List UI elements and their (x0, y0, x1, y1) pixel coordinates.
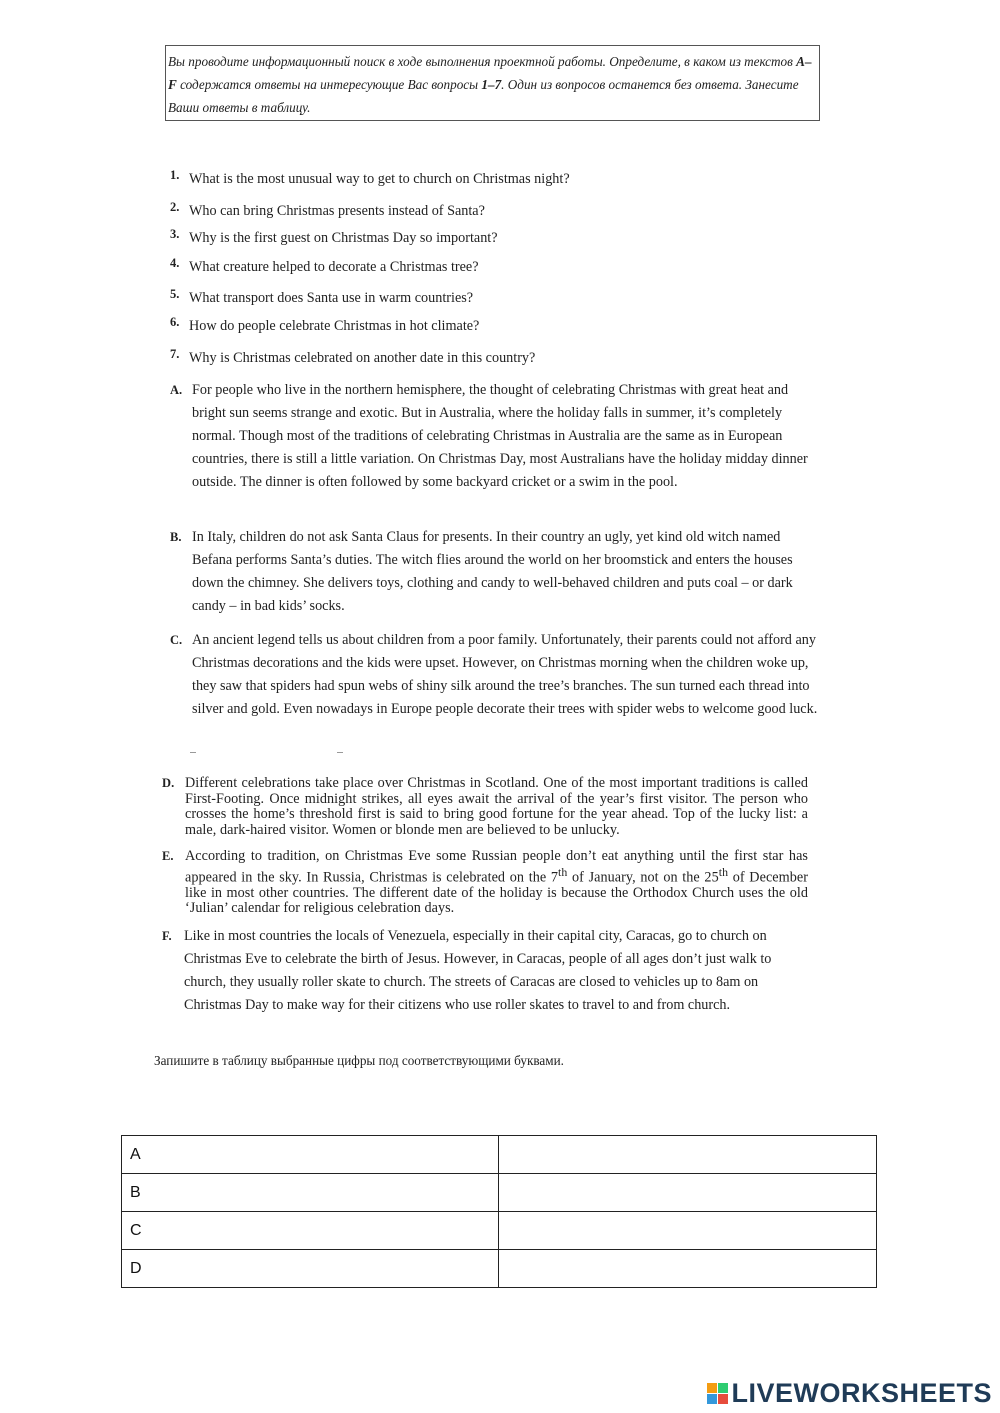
question-text: How do people celebrate Christmas in hot climate? (189, 318, 480, 334)
text-body: An ancient legend tells us about children from a poor family. Unfortunately, their parents could not afford any Christmas decorations and the kids were upset. However, on Christmas morning when the children woke up, they saw that spiders had spun webs of shiny silk around the tree’s branches. The sun turned each thread into silver and gold. Even nowadays in Europe people decorate their trees with spider webs to welcome good luck. (192, 632, 818, 717)
text-c (170, 629, 825, 747)
logo-square (707, 1383, 717, 1393)
logo-square (718, 1394, 728, 1404)
row-label: D (122, 1250, 499, 1288)
row-label: C (122, 1212, 499, 1250)
answer-cell[interactable] (499, 1174, 877, 1212)
question-number: 5. (170, 287, 180, 301)
text-letter: A. (170, 383, 183, 397)
question-text: What is the most unusual way to get to church on Christmas night? (189, 171, 570, 187)
table-row (122, 1136, 877, 1174)
question-2 (170, 200, 485, 220)
answer-table (121, 1135, 877, 1288)
question-number: 6. (170, 315, 180, 329)
instructions-part-1: Вы проводите информационный поиск в ходе выполнения проектной работы. Определите, в каком из текстов (168, 54, 797, 69)
superscript: th (558, 864, 568, 879)
question-5 (170, 287, 473, 307)
question-number: 4. (170, 256, 180, 270)
answer-cell[interactable] (499, 1212, 877, 1250)
question-number: 3. (170, 227, 180, 241)
text-letter: C. (170, 633, 183, 647)
instructions-letter-range: A–F (168, 54, 812, 92)
question-6 (170, 315, 479, 335)
question-number: 2. (170, 200, 180, 214)
table-row (122, 1250, 877, 1288)
text-body: For people who live in the northern hemisphere, the thought of celebrating Christmas with great heat and bright sun seems strange and exotic. But in Australia, where the holiday falls in summer, it’s completely normal. Though most of the traditions of celebrating Christmas in Australia are the same as in European countries, there is still a little variation. On Christmas Day, most Australians have the holiday midday dinner outside. The dinner is often followed by some backyard cricket or a swim in the pool. (192, 382, 808, 490)
question-text: Who can bring Christmas presents instead of Santa? (189, 203, 485, 219)
table-row (122, 1174, 877, 1212)
text-letter: F. (162, 929, 172, 943)
question-text: What creature helped to decorate a Christmas tree? (189, 259, 479, 275)
text-body-part: According to tradition, on Christmas Eve some Russian people don’t eat anything until the first star has appeared in the sky. In Russia, Christmas is celebrated on the 7 (185, 848, 808, 886)
text-letter: E. (162, 849, 174, 863)
question-1 (170, 168, 570, 188)
question-3 (170, 227, 498, 247)
scan-mark (337, 752, 343, 753)
question-number: 7. (170, 347, 180, 361)
logo-squares-icon (707, 1383, 728, 1404)
scan-mark (190, 752, 196, 753)
text-body: In Italy, children do not ask Santa Claus for presents. In their country an ugly, yet kind old witch named Befana performs Santa’s duties. The witch flies around the world on her broomstick and enters the houses down the chimney. She delivers toys, clothing and candy to well-behaved children and puts coal – or dark candy – in bad kids’ socks. (192, 529, 793, 614)
answer-cell[interactable] (499, 1136, 877, 1174)
question-4 (170, 256, 479, 276)
question-number: 1. (170, 168, 180, 182)
row-label: B (122, 1174, 499, 1212)
question-7 (170, 347, 535, 367)
text-letter: B. (170, 530, 182, 544)
instructions-box (165, 45, 820, 121)
table-instruction: Запишите в таблицу выбранные цифры под соответствующими буквами. (154, 1053, 564, 1068)
instructions-part-3: . Один из вопросов останется без ответа. Занесите Ваши ответы в таблицу. (168, 77, 799, 115)
text-body: Different celebrations take place over Christmas in Scotland. One of the most important traditions is called First-Footing. Once midnight strikes, all eyes await the arrival of the year’s first visitor. The person who crosses the home’s threshold first is said to bring good fortune for the year ahead. Top of the lucky list: a male, dark-haired visitor. Women or blonde men are believed to be unlucky. (185, 775, 808, 838)
answer-cell[interactable] (499, 1250, 877, 1288)
row-label: A (122, 1136, 499, 1174)
table-row (122, 1212, 877, 1250)
text-a (170, 379, 820, 519)
text-d (162, 776, 810, 840)
text-f (162, 925, 812, 1043)
instructions-part-2: содержатся ответы на интересующие Вас вопросы (176, 77, 482, 92)
instructions-number-range: 1–7 (481, 77, 502, 92)
logo-square (718, 1383, 728, 1393)
text-e (162, 849, 810, 915)
text-b (170, 526, 820, 621)
text-body-part: of December like in most other countries. The different date of the holiday is because the Orthodox Church uses the old ‘Julian’ calendar for religious celebration days. (185, 869, 808, 917)
text-body-part: of January, not on the 25 (567, 869, 719, 886)
text-body (185, 849, 808, 917)
superscript: th (718, 864, 729, 879)
text-body: Like in most countries the locals of Venezuela, especially in their capital city, Caracas, go to church on Christmas Eve to celebrate the birth of Jesus. However, in Caracas, people of all ages don’t just walk to church, they usually roller skate to church. The streets of Caracas are closed to vehicles up to 8am on Christmas Day to make way for their citizens who use roller skates to travel to and from church. (184, 928, 772, 1013)
question-text: Why is Christmas celebrated on another date in this country? (189, 350, 536, 366)
question-text: What transport does Santa use in warm countries? (189, 290, 474, 306)
liveworksheets-logo[interactable] (707, 1378, 992, 1409)
text-letter: D. (162, 776, 175, 790)
logo-square (707, 1394, 717, 1404)
question-text: Why is the first guest on Christmas Day so important? (189, 230, 498, 246)
brand-text: LIVEWORKSHEETS (731, 1378, 992, 1408)
